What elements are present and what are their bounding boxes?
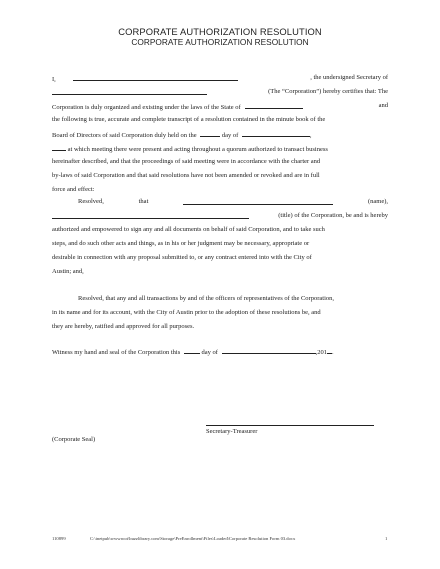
authorized-name-blank[interactable]: [183, 198, 333, 205]
footer-id: 110899: [52, 536, 66, 541]
year-blank[interactable]: [52, 144, 66, 151]
para2-text: (name),: [367, 198, 388, 205]
title-blank[interactable]: [52, 212, 249, 219]
para1-line5: [52, 130, 388, 140]
witness-text: .: [331, 349, 334, 356]
document-title: CORPORATE AUTHORIZATION RESOLUTION: [118, 26, 322, 37]
day-blank[interactable]: [200, 130, 220, 137]
para3-line3: they are hereby, ratified and approved for all purposes.: [52, 323, 195, 330]
corporation-name-blank[interactable]: [52, 88, 207, 95]
para3-line2: in its name and for its account, with the City of Austin prior to the adoption of these resolutions be, and: [52, 309, 321, 316]
para1-text: I,: [52, 76, 56, 83]
para2-line3: authorized and empowered to sign any and all documents on behalf of said Corporation, and to take such: [52, 226, 325, 233]
signature-label: Secretary-Treasurer: [206, 428, 258, 435]
para1-text: Corporation is duly organized and existing under the laws of the State of: [52, 104, 241, 111]
para1-text: day of: [221, 132, 239, 139]
witness-day-blank[interactable]: [184, 347, 200, 354]
para3-line1: Resolved, that any and all transactions by and of the officers of representatives of the Corporation,: [78, 295, 335, 302]
name-blank[interactable]: [73, 74, 238, 81]
footer-page-number: 1: [385, 536, 388, 541]
para1-text: at which meeting there were present and acting throughout a quorum authorized to transact business: [67, 146, 328, 153]
para1-text: (The “Corporation”) hereby certifies that: The: [268, 88, 388, 95]
para1-text: Board of Directors of said Corporation duly held on the: [52, 132, 197, 139]
para1-line1: [52, 74, 388, 84]
para1-line7: hereinafter described, and that the proceedings of said meeting were in accordance with the charter and: [52, 158, 321, 165]
para2-line5: desirable in connection with any proposal submitted to, or any contract entered into with the City of: [52, 254, 312, 261]
para1-line2: [52, 88, 388, 96]
document-subtitle: CORPORATE AUTHORIZATION RESOLUTION: [131, 37, 309, 47]
witness-text: Witness my hand and seal of the Corporation this: [52, 349, 181, 356]
para1-line3: [52, 102, 388, 112]
para2-line4: steps, and do such other acts and things, as in his or her judgment may be necessary, appropriate or: [52, 240, 310, 247]
witness-text: ,201: [315, 349, 327, 356]
witness-line: [52, 347, 388, 357]
corporate-seal-label: (Corporate Seal): [52, 436, 96, 443]
para1-line9: force and effect:: [52, 186, 95, 193]
witness-month-blank[interactable]: [222, 347, 316, 354]
para1-line6: [52, 144, 388, 154]
month-year-blank[interactable]: [242, 130, 310, 137]
para1-text: and: [378, 102, 388, 109]
para1-line4: the following is true, accurate and complete transcript of a resolution contained in the minute book of the: [52, 116, 326, 123]
para2-text: Resolved,: [78, 198, 104, 205]
signature-line[interactable]: [206, 425, 374, 426]
para2-line2: [52, 212, 388, 220]
para2-line1: [78, 198, 388, 206]
para1-line8: by-laws of said Corporation and that said resolutions have not been amended or revoked and are in full: [52, 172, 320, 179]
witness-text: day of: [201, 349, 218, 356]
footer-path: C:\inetpub\wwwroot\buzzlibrary.com\Storage\PreEnrollment\Files\Loaded\Corporate Resolution Form 03.docx: [90, 536, 296, 541]
para1-text: , the undersigned Secretary of: [310, 74, 388, 81]
para2-line6: Austin; and,: [52, 268, 84, 275]
para2-text: (title) of the Corporation, be and is hereby: [278, 212, 388, 219]
para2-text: that: [138, 198, 149, 205]
para1-text: ,: [309, 132, 312, 139]
state-blank[interactable]: [245, 102, 303, 109]
